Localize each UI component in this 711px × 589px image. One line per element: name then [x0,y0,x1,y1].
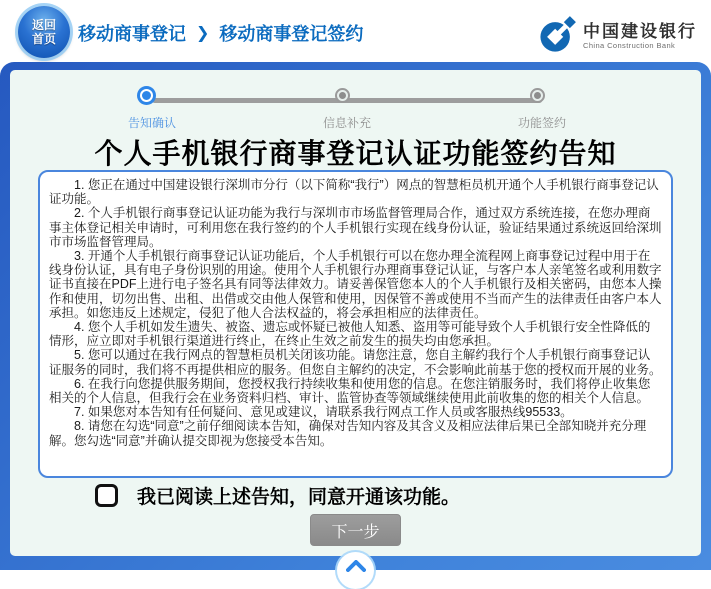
notice-paragraph: 4. 您个人手机如发生遗失、被盗、遗忘或怀疑已被他人知悉、盗用等可能导致个人手机银行安全性降低的情形，应立即对手机银行渠道进行终止，在终止生效之前发生的损失均由您承担。 [49,320,651,349]
header [0,0,711,62]
step-circle-info-supplement [337,90,348,101]
notice-paragraph: 5. 您可以通过在我行网点的智慧柜员机关闭该功能。请您注意，您自主解约我行个人手机银行商事登记认证服务的同时，我们将不再提供相应的服务。但您自主解约的决定，不会影响此前基于您的授权而开展的业务。 [49,348,662,377]
notice-text-box [38,170,673,478]
step-label-notice-confirm: 告知确认 [127,116,176,130]
breadcrumb [78,20,363,46]
ccb-logo [539,15,697,58]
notice-paragraph: 7. 如果您对本告知有任何疑问、意见或建议，请联系我行网点工作人员或客服热线95533。 [74,405,573,420]
step-circle-function-sign [532,90,543,101]
content-panel [10,70,701,556]
step-label-function-sign: 功能签约 [517,116,566,130]
chevron-up-icon [346,559,366,577]
agree-row [95,482,460,509]
page-title: 个人手机银行商事登记认证功能签约告知 [94,138,617,169]
breadcrumb-current: 移动商事登记签约 [219,24,364,44]
notice-paragraph: 3. 开通个人手机银行商事登记认证功能后，个人手机银行可以在您办理全流程网上商事登记过程中用于在线身份认证，具有电子身份识别的用途。使用个人手机银行办理商事登记认证，与客户本人亲笔签名或利用数字证书直接在PDF上进行电子签名具有同等法律效力。请妥善保管您本人的个人手机银行及相关密码，由您本人操作和使用，切勿出售、出租、出借或交由他人保管和使用，因保管不善或使用不当而产生的法律责任由客户本人承担。如您违反上述规定，侵犯了他人合法权益的，将会承担相应的法律责任。 [49,249,662,320]
notice-paragraph: 2. 个人手机银行商事登记认证功能为我行与深圳市市场监督管理局合作，通过双方系统连接，在您办理商事主体登记相关申请时，可利用您在我行签约的个人手机银行实现在线身份认证，验证结果通过系统返回给深圳市市场监督管理局。 [49,206,662,249]
agree-label: 我已阅读上述告知，同意开通该功能。 [137,487,461,508]
notice-paragraph: 8. 请您在勾选“同意”之前仔细阅读本告知，确保对告知内容及其含义及相应法律后果已全部知晓并充分理解。您勾选“同意”并确认提交即视为您接受本告知。 [49,419,647,448]
ccb-logo-cn: 中国建设银行 [583,21,697,41]
back-home-label-line1: 返回 [31,17,56,32]
chevron-right-icon: ❯ [196,25,210,42]
stepper-track [152,98,542,103]
back-home-label-line2: 首页 [31,32,56,46]
back-home-button[interactable] [18,6,70,58]
step-circle-notice-confirm [140,89,153,102]
step-label-info-supplement: 信息补充 [322,116,371,130]
notice-paragraph: 1. 您正在通过中国建设银行深圳市分行（以下简称“我行”）网点的智慧柜员机开通个人手机银行商事登记认证功能。 [49,178,659,207]
notice-paragraph: 6. 在我行向您提供服务期间，您授权我行持续收集和使用您的信息。在您注销服务时，我们将停止收集您相关的个人信息，但我行会在业务资料归档、审计、监管协查等领域继续使用此前收集的您的相关个人信息。 [49,376,651,406]
scroll-up-button[interactable] [337,552,374,589]
content-frame [0,62,711,570]
next-step-button[interactable]: 下一步 [310,514,401,546]
breadcrumb-parent[interactable]: 移动商事登记 [78,24,186,44]
agree-checkbox[interactable] [95,484,118,507]
ccb-logo-en: China Construction Bank [583,41,676,51]
ccb-logo-mark-icon [539,15,577,58]
